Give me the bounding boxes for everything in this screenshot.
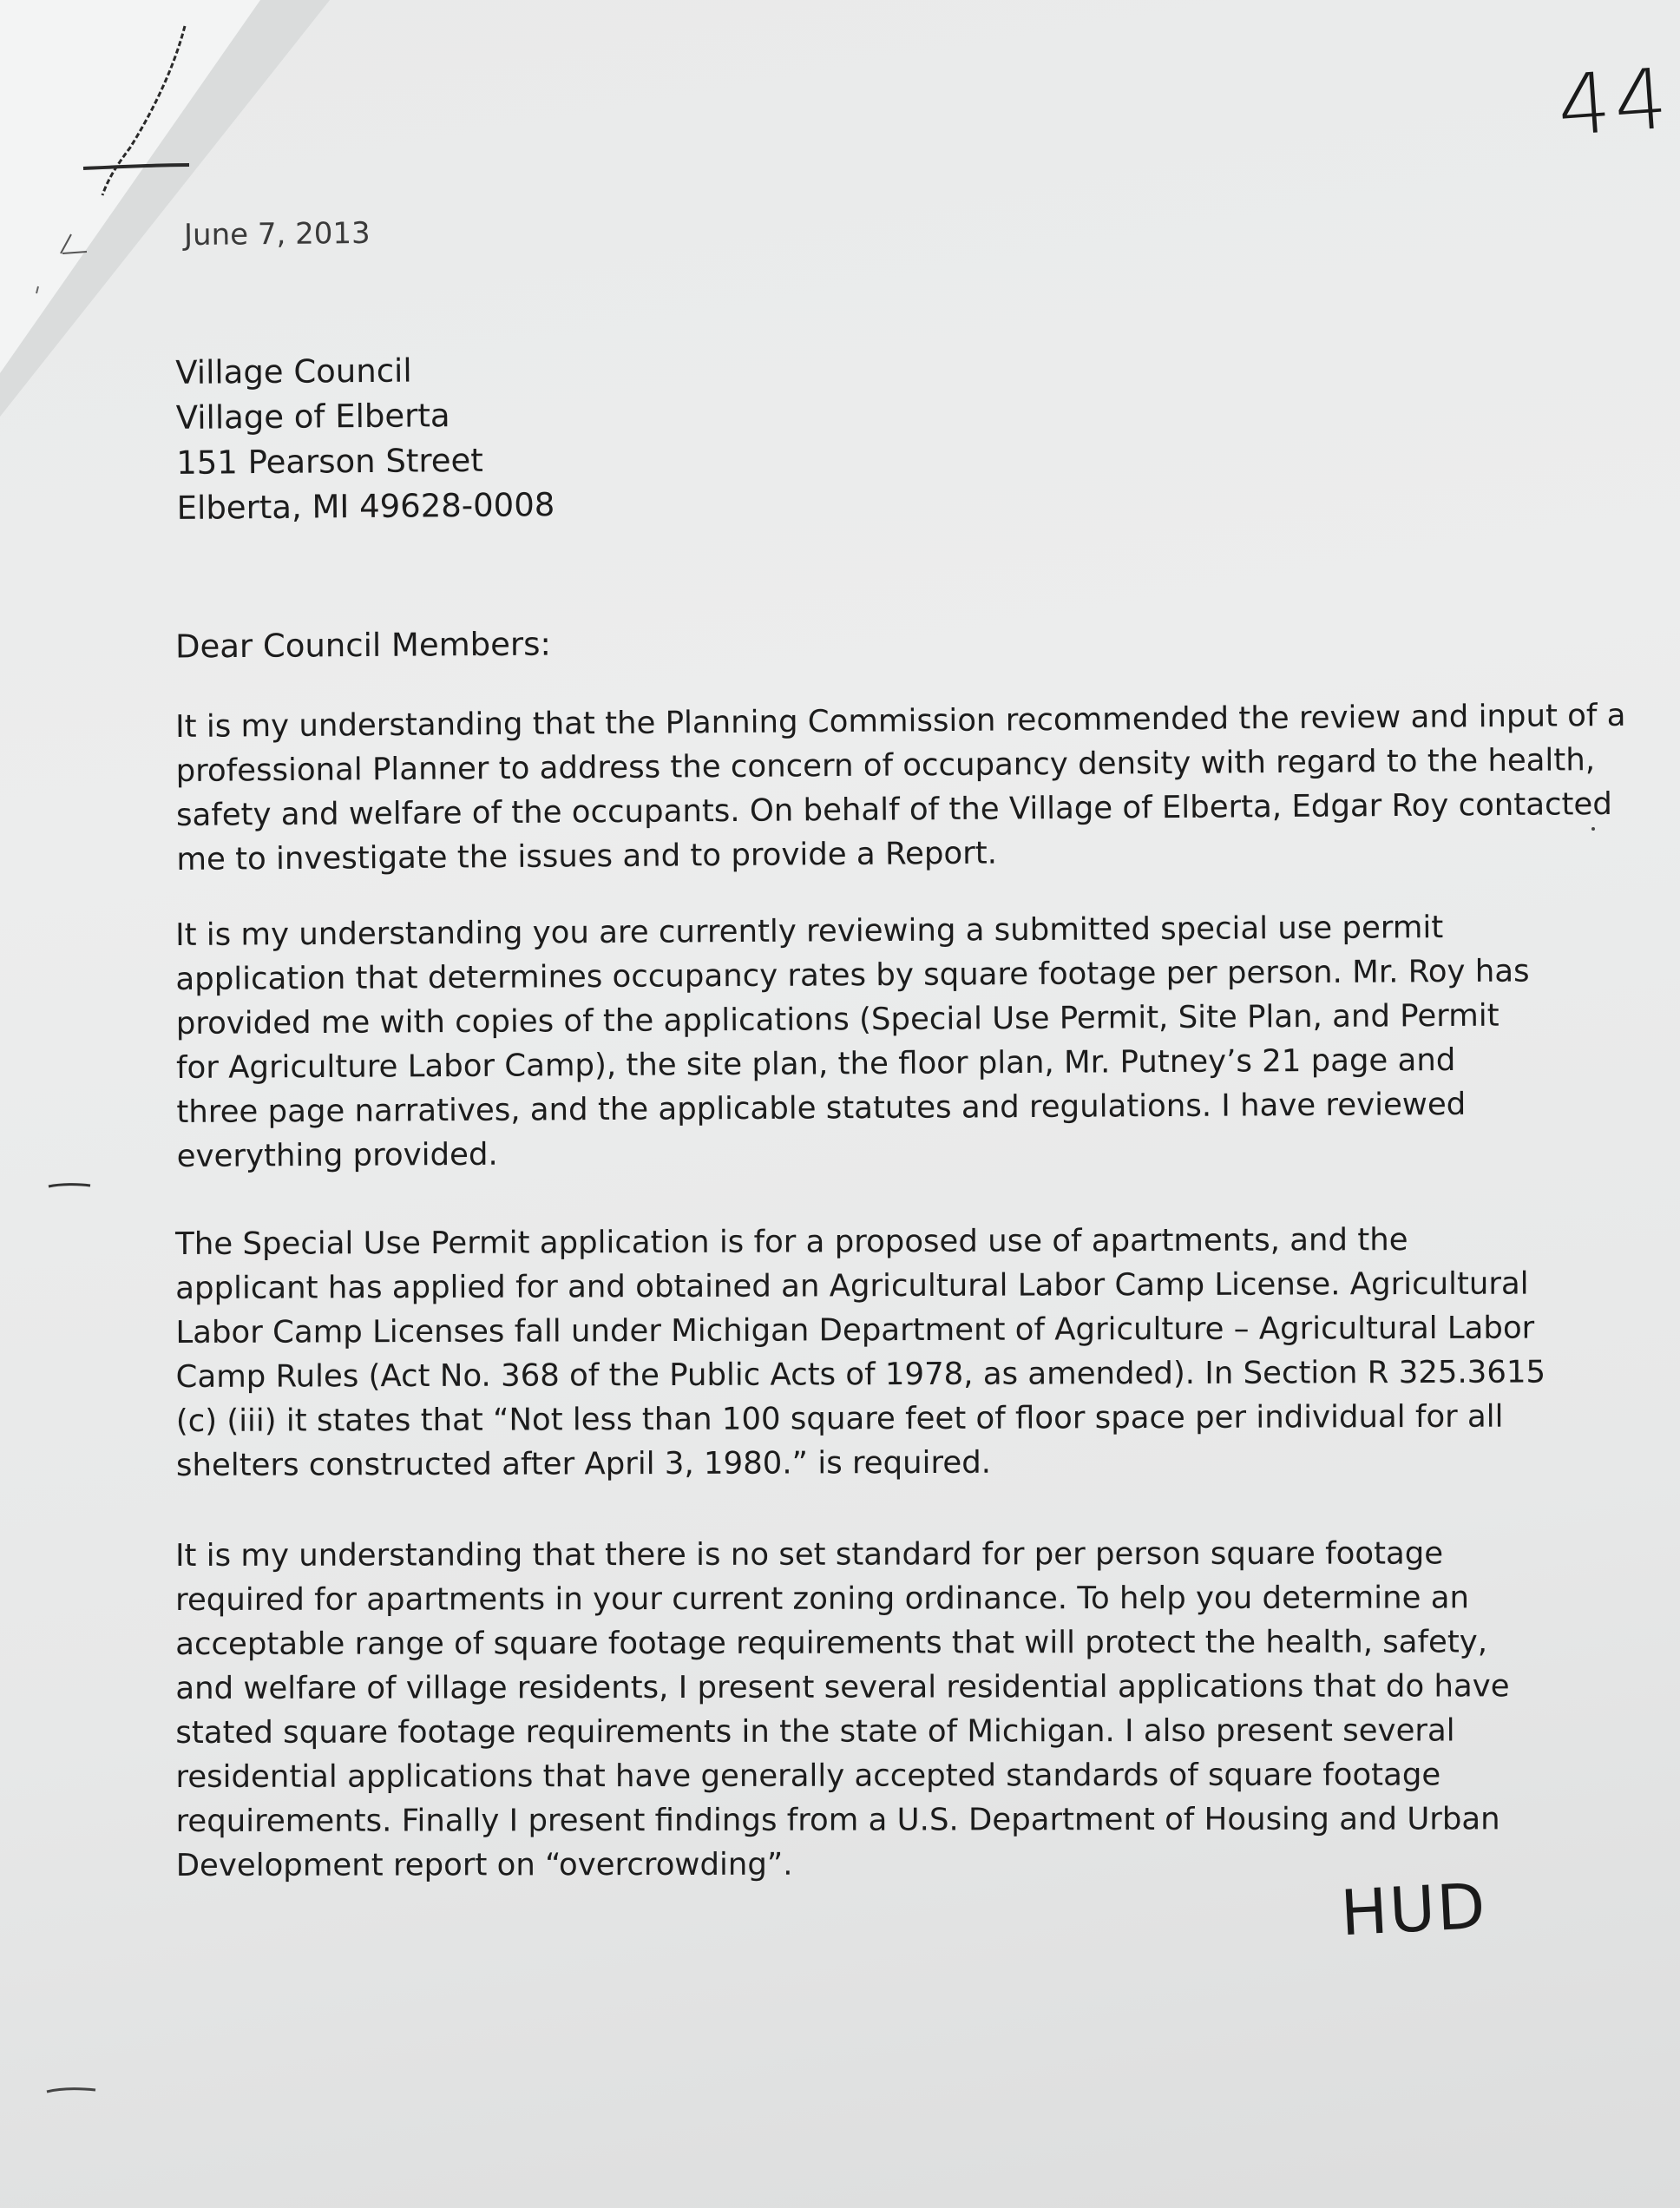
text-line: (c) (iii) it states that “Not less than 100 square feet of floor space per individual for all [175, 1398, 1504, 1439]
text-line: Labor Camp Licenses fall under Michigan Department of Agriculture – Agricultural Labor [175, 1310, 1535, 1350]
salutation: Dear Council Members: [174, 625, 552, 666]
text-line: It is my understanding that there is no set standard for per person square footage [175, 1535, 1444, 1574]
address-line: Village of Elberta [175, 397, 450, 437]
handwritten-page-number: 44 [1554, 49, 1674, 155]
text-line: three page narratives, and the applicable statutes and regulations. I have reviewed [176, 1086, 1467, 1130]
paragraph-1 [175, 693, 1626, 882]
text-line: application that determines occupancy rates by square footage per person. Mr. Roy has [175, 953, 1530, 997]
text-line: provided me with copies of the applications (Special Use Permit, Site Plan, and Permit [175, 997, 1500, 1042]
text-line: applicant has applied for and obtained an Agricultural Labor Camp License. Agricultural [175, 1265, 1529, 1306]
text-line: Development report on “overcrowding”. [175, 1846, 793, 1883]
text-line: stated square footage requirements in the state of Michigan. I also present several [175, 1712, 1455, 1751]
text-line: residential applications that have generally accepted standards of square footage [175, 1757, 1441, 1795]
text-line: shelters constructed after April 3, 1980.” is required. [175, 1444, 992, 1483]
text-line: Camp Rules (Act No. 368 of the Public Acts of 1978, as amended). In Section R 325.3615 [175, 1354, 1546, 1395]
address-line: Elberta, MI 49628-0008 [176, 486, 555, 527]
paragraph-3 [175, 1217, 1599, 1488]
text-line: and welfare of village residents, I present several residential applications that do have [175, 1668, 1510, 1706]
text-line: It is my understanding you are currently reviewing a submitted special use permit [175, 910, 1444, 953]
paragraph-2 [175, 904, 1600, 1179]
recipient-address [175, 347, 555, 531]
address-line: Village Council [175, 352, 412, 391]
address-line: 151 Pearson Street [176, 441, 483, 482]
text-line: It is my understanding that the Planning Commission recommended the review and input of a [175, 697, 1626, 745]
text-line: acceptable range of square footage requirements that will protect the health, safety, [175, 1624, 1488, 1662]
text-line: everything provided. [176, 1136, 498, 1174]
letter-date: June 7, 2013 [183, 215, 371, 253]
text-line: professional Planner to address the concern of occupancy density with regard to the health, [175, 742, 1596, 789]
handwritten-note: HUD [1338, 1869, 1489, 1950]
paragraph-4 [175, 1531, 1599, 1888]
text-line: me to investigate the issues and to provide a Report. [176, 835, 998, 877]
text-line: required for apartments in your current zoning ordinance. To help you determine an [175, 1580, 1469, 1618]
text-line: The Special Use Permit application is for a proposed use of apartments, and the [175, 1222, 1408, 1262]
text-line: safety and welfare of the occupants. On behalf of the Village of Elberta, Edgar Roy contacted [175, 785, 1613, 833]
text-line: requirements. Finally I present findings from a U.S. Department of Housing and Urban [175, 1801, 1500, 1839]
text-line: for Agriculture Labor Camp), the site plan, the floor plan, Mr. Putney’s 21 page and [175, 1042, 1456, 1086]
